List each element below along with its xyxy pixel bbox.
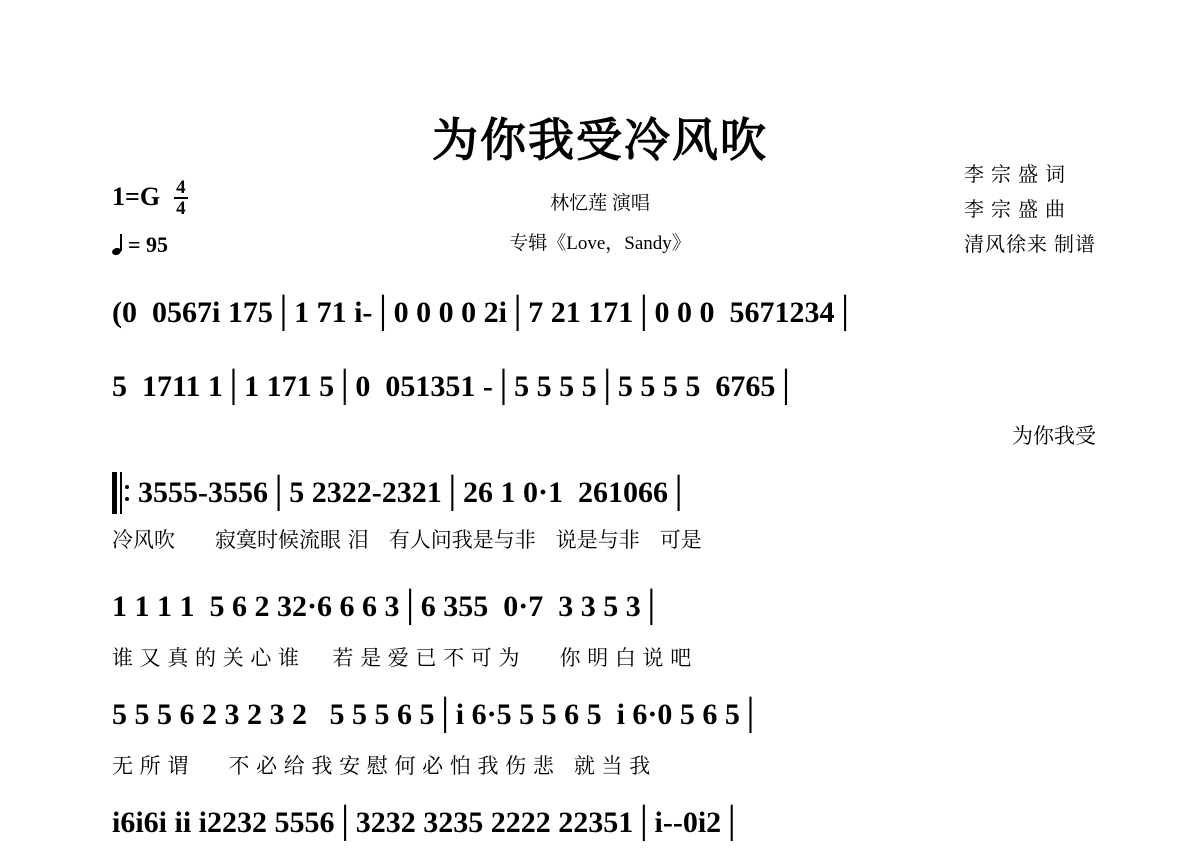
- notation-line: 3555-3556│5 2322-2321│26 1 0·1 261066│: [138, 476, 690, 509]
- staff-row-6: [0, 808, 1200, 838]
- key-signature: [112, 177, 188, 222]
- repeat-start-icon: [112, 472, 128, 514]
- staff-row-1: [0, 298, 1200, 328]
- key-equals: =: [125, 182, 140, 211]
- key-tempo-block: [112, 177, 188, 258]
- notation-line: (0 0567i 175│1 71 i-│0 0 0 0 2i│7 21 171│0 0 0 5671234│: [112, 296, 856, 329]
- notation-line: 1 1 1 1 5 6 2 32·6 6 6 3│6 355 0·7 3 3 5 3│: [112, 590, 663, 623]
- staff-row-4: [0, 592, 1200, 669]
- notation-line: 5 1711 1│1 171 5│0 051351 -│5 5 5 5│5 5 5 5 6765│: [112, 370, 797, 403]
- time-signature-bottom: 4: [176, 198, 186, 219]
- key-label: 1: [112, 182, 125, 211]
- notation-line: 5 5 5 6 2 3 2 3 2 5 5 5 6 5│i 6·5 5 5 6 5 i 6·0 5 6 5│: [112, 698, 762, 731]
- notation-line: i6i6i ii i2232 5556│3232 3235 2222 22351│i--0i2│: [112, 806, 743, 839]
- quarter-note-icon: [112, 235, 124, 255]
- album-credit: 专辑《Love，Sandy》: [509, 233, 691, 254]
- tempo-marking: [112, 232, 188, 258]
- lyrics-line: 谁 又 真 的 关 心 谁 若 是 爱 已 不 可 为 你 明 白 说 吧: [112, 646, 692, 670]
- lyrics-line: 无 所 谓 不 必 给 我 安 慰 何 必 怕 我 伤 悲 就 当 我: [112, 754, 651, 778]
- transcriber-credit: 清风徐来 制谱: [964, 234, 1096, 256]
- time-signature: [174, 178, 188, 218]
- composer-credit: 李 宗 盛 曲: [964, 199, 1066, 221]
- lyrics-line: 冷风吹 寂寞时候流眼 泪 有人问我是与非 说是与非 可是: [112, 528, 702, 552]
- staff-row-3: [0, 478, 1200, 551]
- singer-credit: 林忆莲 演唱: [550, 193, 650, 214]
- time-signature-top: 4: [176, 177, 186, 198]
- page-title: 为你我受冷风吹: [432, 113, 768, 167]
- key-value: G: [139, 182, 161, 211]
- tempo-value: = 95: [128, 232, 169, 257]
- lyricist-credit: 李 宗 盛 词: [964, 164, 1066, 186]
- staff-row-2: [0, 372, 1200, 447]
- staff-row-5: [0, 700, 1200, 777]
- credits-block: [964, 158, 1096, 263]
- lyrics-line: 为你我受: [1012, 424, 1096, 448]
